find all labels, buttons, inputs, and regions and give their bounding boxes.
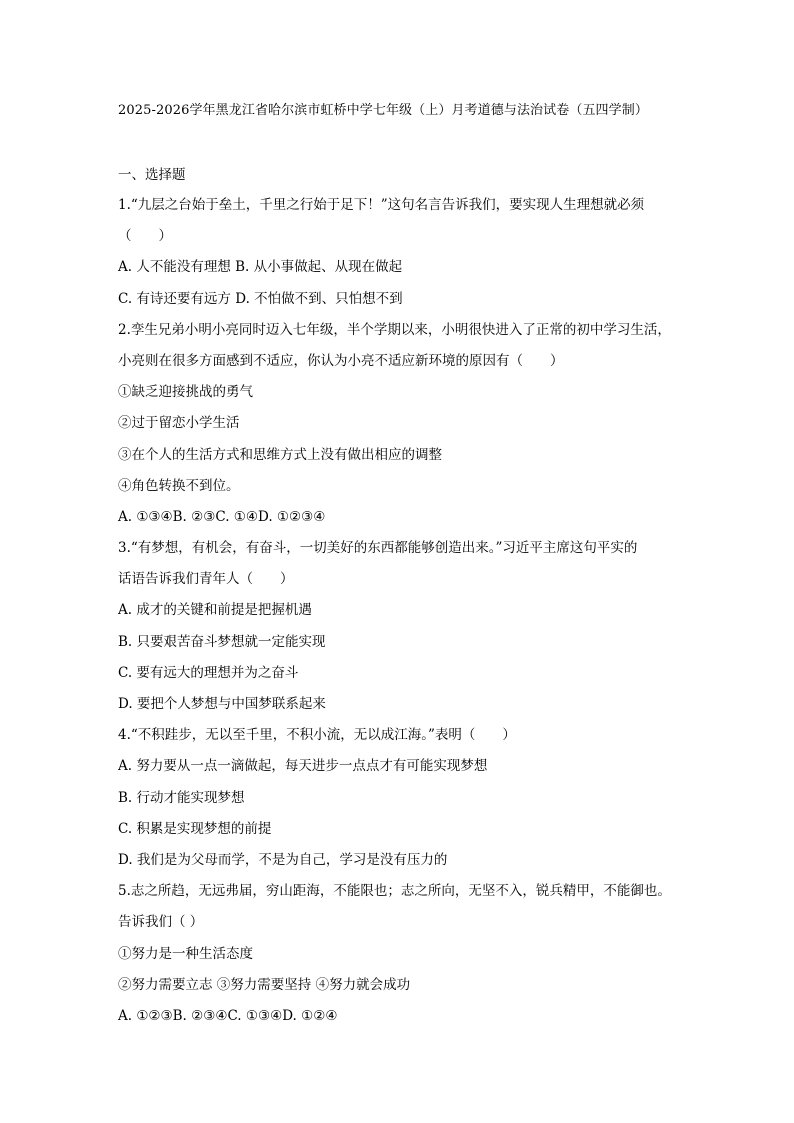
text-line: 4.“不积跬步，无以至千里，不积小流，无以成江海。”表明（ ）: [118, 727, 516, 744]
document-title: 2025-2026学年黑龙江省哈尔滨市虹桥中学七年级（上）月考道德与法治试卷（五四学制）: [118, 103, 648, 118]
text-line: 小亮则在很多方面感到不适应，你认为小亮不适应新环境的原因有（ ）: [118, 352, 564, 369]
text-line: 1.“九层之台始于垒土，千里之行始于足下！”这句名言告诉我们，要实现人生理想就必须: [118, 197, 645, 213]
text-line: 3.“有梦想，有机会，有奋斗，一切美好的东西都能够创造出来。”习近平主席这句平实的: [118, 540, 638, 557]
section-heading: 一、选择题: [118, 167, 186, 183]
text-line: 2.孪生兄弟小明小亮同时迈入七年级，半个学期以来，小明很快进入了正常的初中学习生活，: [118, 321, 671, 338]
text-line: A. 成才的关键和前提是把握机遇: [118, 602, 312, 619]
text-line: 5.志之所趋，无远弗届，穷山距海，不能限也；志之所向，无坚不入，锐兵精甲，不能御也。: [118, 883, 671, 900]
text-line: D. 要把个人梦想与中国梦联系起来: [118, 696, 326, 712]
text-line: C. 积累是实现梦想的前提: [118, 820, 272, 837]
text-line: ④角色转换不到位。: [118, 477, 240, 494]
text-line: A. ①②③B. ②③④C. ①③④D. ①②④: [118, 1007, 338, 1024]
text-line: （ ）: [118, 228, 172, 245]
text-line: 告诉我们（ ）: [118, 914, 204, 931]
text-line: 话语告诉我们青年人（ ）: [118, 571, 294, 588]
text-line: A. ①③④B. ②③C. ①④D. ①②③④: [118, 508, 326, 525]
text-line: ②过于留恋小学生活: [118, 415, 240, 432]
text-line: ③在个人的生活方式和思维方式上没有做出相应的调整: [118, 446, 442, 463]
text-line: C. 要有远大的理想并为之奋斗: [118, 664, 299, 681]
text-line: ①努力是一种生活态度: [118, 945, 253, 962]
text-line: A. 人不能没有理想 B. 从小事做起、从现在做起: [118, 259, 403, 276]
text-line: A. 努力要从一点一滴做起，每天进步一点点才有可能实现梦想: [118, 758, 488, 775]
text-line: D. 我们是为父母而学，不是为自己，学习是没有压力的: [118, 851, 448, 868]
text-line: ①缺乏迎接挑战的勇气: [118, 384, 253, 401]
text-line: B. 只要艰苦奋斗梦想就一定能实现: [118, 633, 326, 650]
text-line: B. 行动才能实现梦想: [118, 789, 245, 806]
text-line: C. 有诗还要有远方 D. 不怕做不到、只怕想不到: [118, 290, 403, 307]
text-line: ②努力需要立志 ③努力需要坚持 ④努力就会成功: [118, 976, 411, 993]
